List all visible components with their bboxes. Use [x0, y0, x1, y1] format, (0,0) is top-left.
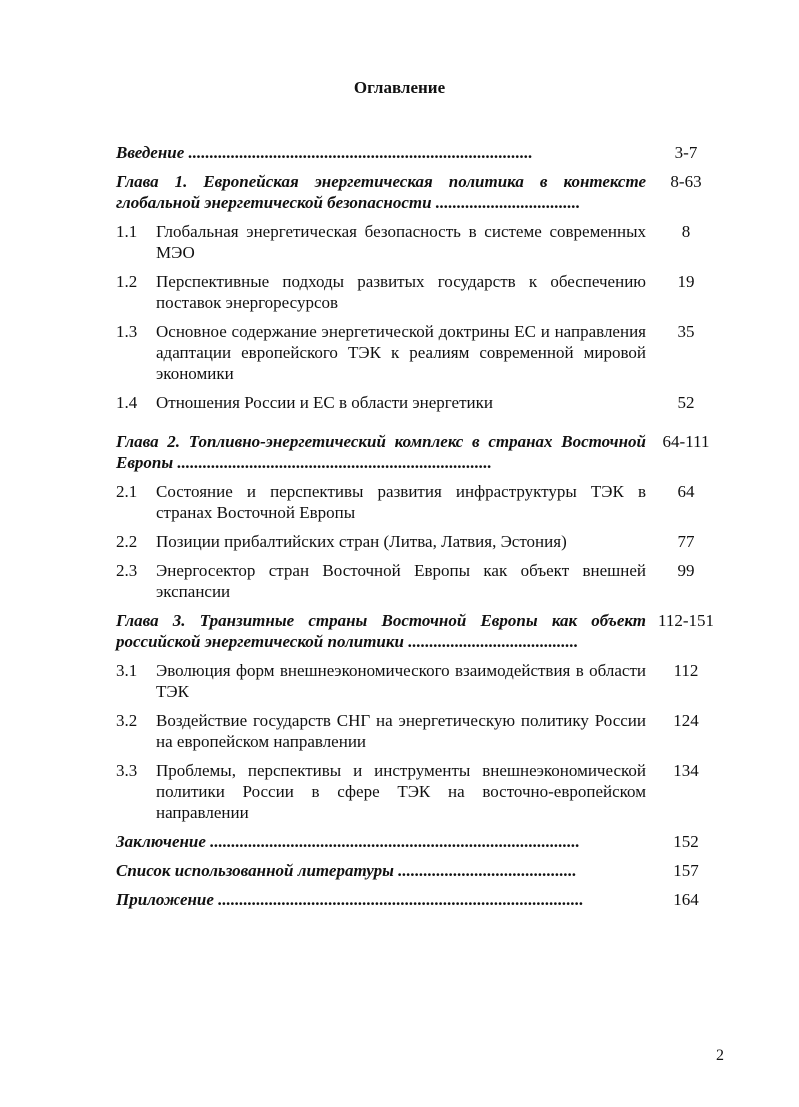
toc-entry-text: Позиции прибалтийских стран (Литва, Латвия, Эстония): [156, 532, 567, 551]
toc-entry-number: 3.2: [116, 711, 138, 730]
toc-entry-number: 2.3: [116, 561, 138, 580]
toc-entry-text: Проблемы, перспективы и инструменты внешнеэкономической политики России в сфере ТЭК на восточно-европейском направлении: [156, 761, 646, 822]
toc-entry-page: 164: [673, 890, 699, 909]
toc-entry-page: 52: [677, 393, 695, 412]
toc-entry-intro: [116, 138, 726, 167]
toc-entry-page: 112: [673, 661, 699, 680]
toc-entry-page: 152: [673, 832, 699, 851]
toc-entry-section-1-1: [116, 217, 726, 267]
toc-entry-text: Воздействие государств СНГ на энергетическую политику России на европейском направлении: [156, 711, 646, 751]
toc-entry-page: 157: [673, 861, 699, 880]
toc-entry-text: Основное содержание энергетической доктрины ЕС и направления адаптации европейского ТЭК к реалиям современной мировой экономики: [156, 322, 646, 383]
toc-entry-page: 64: [677, 482, 695, 501]
toc-entry-text: Глава 1. Европейская энергетическая политика в контексте глобальной энергетической безопасности ..................................: [116, 172, 646, 212]
toc-entry-text: Глобальная энергетическая безопасность в системе современных МЭО: [156, 222, 646, 262]
toc-entry-page: 124: [673, 711, 699, 730]
toc-entry-page: 99: [677, 561, 695, 580]
toc-entry-chapter-2: [116, 427, 726, 477]
toc-entry-text: Глава 2. Топливно-энергетический комплекс в странах Восточной Европы ..........................................................................: [116, 432, 646, 472]
toc-entry-section-2-3: [116, 556, 726, 606]
toc-entry-text: Список использованной литературы ..........................................: [116, 861, 577, 880]
toc-entry-text: Глава 3. Транзитные страны Восточной Европы как объект российской энергетической политики ........................................: [116, 611, 646, 651]
toc-entry-chapter-3: [116, 606, 726, 656]
toc-entry-page: 8-63: [670, 172, 702, 191]
page-title: Оглавление: [353, 78, 446, 97]
toc-entry-text: Заключение .......................................................................................: [116, 832, 580, 851]
toc-entry-page: 35: [677, 322, 695, 341]
toc-entry-conclusion: [116, 827, 726, 856]
toc-entry-section-1-3: [116, 317, 726, 388]
toc-entry-number: 1.3: [116, 322, 138, 341]
toc-entry-number: 2.1: [116, 482, 138, 501]
toc-entry-page: 134: [673, 761, 699, 780]
toc-entry-page: 112-151: [657, 611, 715, 630]
toc-entry-text: Эволюция форм внешнеэкономического взаимодействия в области ТЭК: [156, 661, 646, 701]
toc-entry-page: 19: [677, 272, 695, 291]
toc-entry-page: 8: [681, 222, 691, 241]
toc-entry-section-3-1: [116, 656, 726, 706]
toc-entry-chapter-1: [116, 167, 726, 217]
toc-entry-section-2-2: [116, 527, 726, 556]
toc-entry-section-1-4: [116, 388, 726, 417]
toc-entry-number: 1.2: [116, 272, 138, 291]
page-number: 2: [716, 1047, 724, 1064]
toc-entry-text: Энергосектор стран Восточной Европы как объект внешней экспансии: [156, 561, 646, 601]
toc-entry-text: Перспективные подходы развитых государств к обеспечению поставок энергоресурсов: [156, 272, 646, 312]
toc-entry-appendix: [116, 885, 726, 914]
toc-entry-text: Отношения России и ЕС в области энергетики: [156, 393, 493, 412]
toc-entry-number: 1.1: [116, 222, 138, 241]
toc-entry-literature: [116, 856, 726, 885]
toc-entry-section-3-2: [116, 706, 726, 756]
toc-entry-text: Введение .................................................................................: [116, 143, 533, 162]
toc-entry-number: 3.3: [116, 761, 138, 780]
spacer: [116, 417, 726, 427]
toc-entry-number: 3.1: [116, 661, 138, 680]
toc-entry-section-1-2: [116, 267, 726, 317]
table-of-contents: [116, 138, 726, 914]
toc-entry-number: 2.2: [116, 532, 138, 551]
toc-entry-page: 77: [677, 532, 695, 551]
toc-entry-page: 3-7: [674, 143, 698, 162]
toc-entry-number: 1.4: [116, 393, 138, 412]
toc-entry-text: Приложение ......................................................................................: [116, 890, 584, 909]
toc-entry-section-2-1: [116, 477, 726, 527]
toc-entry-page: 64-111: [662, 432, 710, 451]
toc-entry-section-3-3: [116, 756, 726, 827]
toc-entry-text: Состояние и перспективы развития инфраструктуры ТЭК в странах Восточной Европы: [156, 482, 646, 522]
